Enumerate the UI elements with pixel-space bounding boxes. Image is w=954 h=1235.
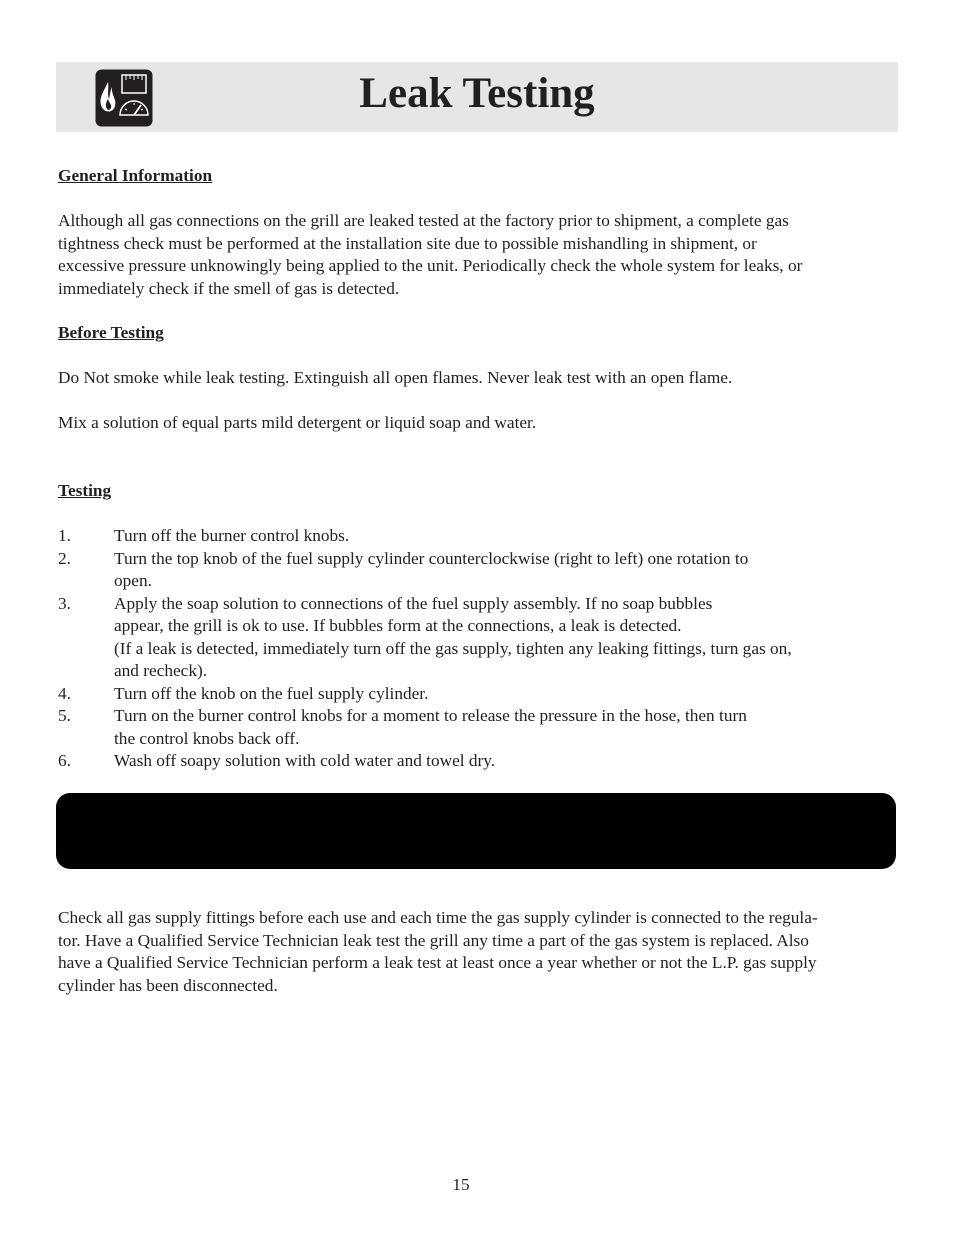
step-number: 4.	[58, 683, 71, 703]
list-item	[58, 683, 898, 706]
before-testing-line-1: Do Not smoke while leak testing. Extinguish all open flames. Never leak test with an open flame.	[58, 368, 733, 387]
list-item	[58, 548, 898, 593]
step-number: 5.	[58, 706, 71, 725]
step-line: open.	[114, 571, 152, 590]
step-line: Turn on the burner control knobs for a moment to release the pressure in the hose, then turn	[114, 706, 747, 725]
step-number: 3.	[58, 593, 71, 613]
list-item	[58, 750, 898, 773]
step-line: Turn off the knob on the fuel supply cylinder.	[114, 683, 429, 703]
list-item	[58, 525, 898, 548]
step-number: 2.	[58, 548, 71, 568]
page-title: Leak Testing	[359, 70, 595, 117]
step-line: the control knobs back off.	[114, 728, 300, 748]
paragraph-line: Check all gas supply fittings before each use and each time the gas supply cylinder is connected to the regula-	[58, 908, 818, 927]
paragraph-line: Although all gas connections on the grill are leaked tested at the factory prior to shipment, a complete gas	[58, 211, 789, 230]
step-line: Turn off the burner control knobs.	[114, 526, 350, 545]
paragraph-line: tightness check must be performed at the installation site due to possible mishandling in shipment, or	[58, 233, 757, 253]
step-text	[114, 683, 898, 706]
step-line: and recheck).	[114, 661, 208, 680]
paragraph-line: cylinder has been disconnected.	[58, 975, 278, 995]
page-number: 15	[452, 1175, 470, 1194]
before-testing-line-2: Mix a solution of equal parts mild detergent or liquid soap and water.	[58, 413, 537, 432]
before-testing-heading: Before Testing	[58, 323, 164, 342]
warning-banner	[56, 793, 896, 869]
paragraph-line: immediately check if the smell of gas is detected.	[58, 278, 400, 298]
step-line: Apply the soap solution to connections of the fuel supply assembly. If no soap bubbles	[114, 593, 713, 613]
testing-steps-list	[58, 525, 898, 773]
step-number: 1.	[58, 526, 71, 545]
step-text	[114, 705, 898, 750]
step-line: Turn the top knob of the fuel supply cylinder counterclockwise (right to left) one rotation to	[114, 548, 749, 568]
step-text	[114, 593, 898, 683]
list-item	[58, 705, 898, 750]
step-text	[114, 750, 898, 773]
step-number: 6.	[58, 751, 71, 770]
testing-heading: Testing	[58, 481, 112, 500]
general-information-heading: General Information	[58, 166, 213, 185]
step-text	[114, 525, 898, 548]
general-information-paragraph	[58, 210, 898, 300]
step-line: Wash off soapy solution with cold water and towel dry.	[114, 751, 496, 770]
closing-paragraph	[58, 907, 898, 997]
paragraph-line: tor. Have a Qualified Service Technician leak test the grill any time a part of the gas system is replaced. Also	[58, 930, 809, 950]
paragraph-line: excessive pressure unknowingly being applied to the unit. Periodically check the whole system for leaks, or	[58, 256, 803, 275]
list-item	[58, 593, 898, 683]
step-line: (If a leak is detected, immediately turn off the gas supply, tighten any leaking fittings, turn gas on,	[114, 638, 792, 658]
step-line: appear, the grill is ok to use. If bubbles form at the connections, a leak is detected.	[114, 616, 682, 635]
paragraph-line: have a Qualified Service Technician perform a leak test at least once a year whether or not the L.P. gas supply	[58, 953, 817, 972]
step-text	[114, 548, 898, 593]
